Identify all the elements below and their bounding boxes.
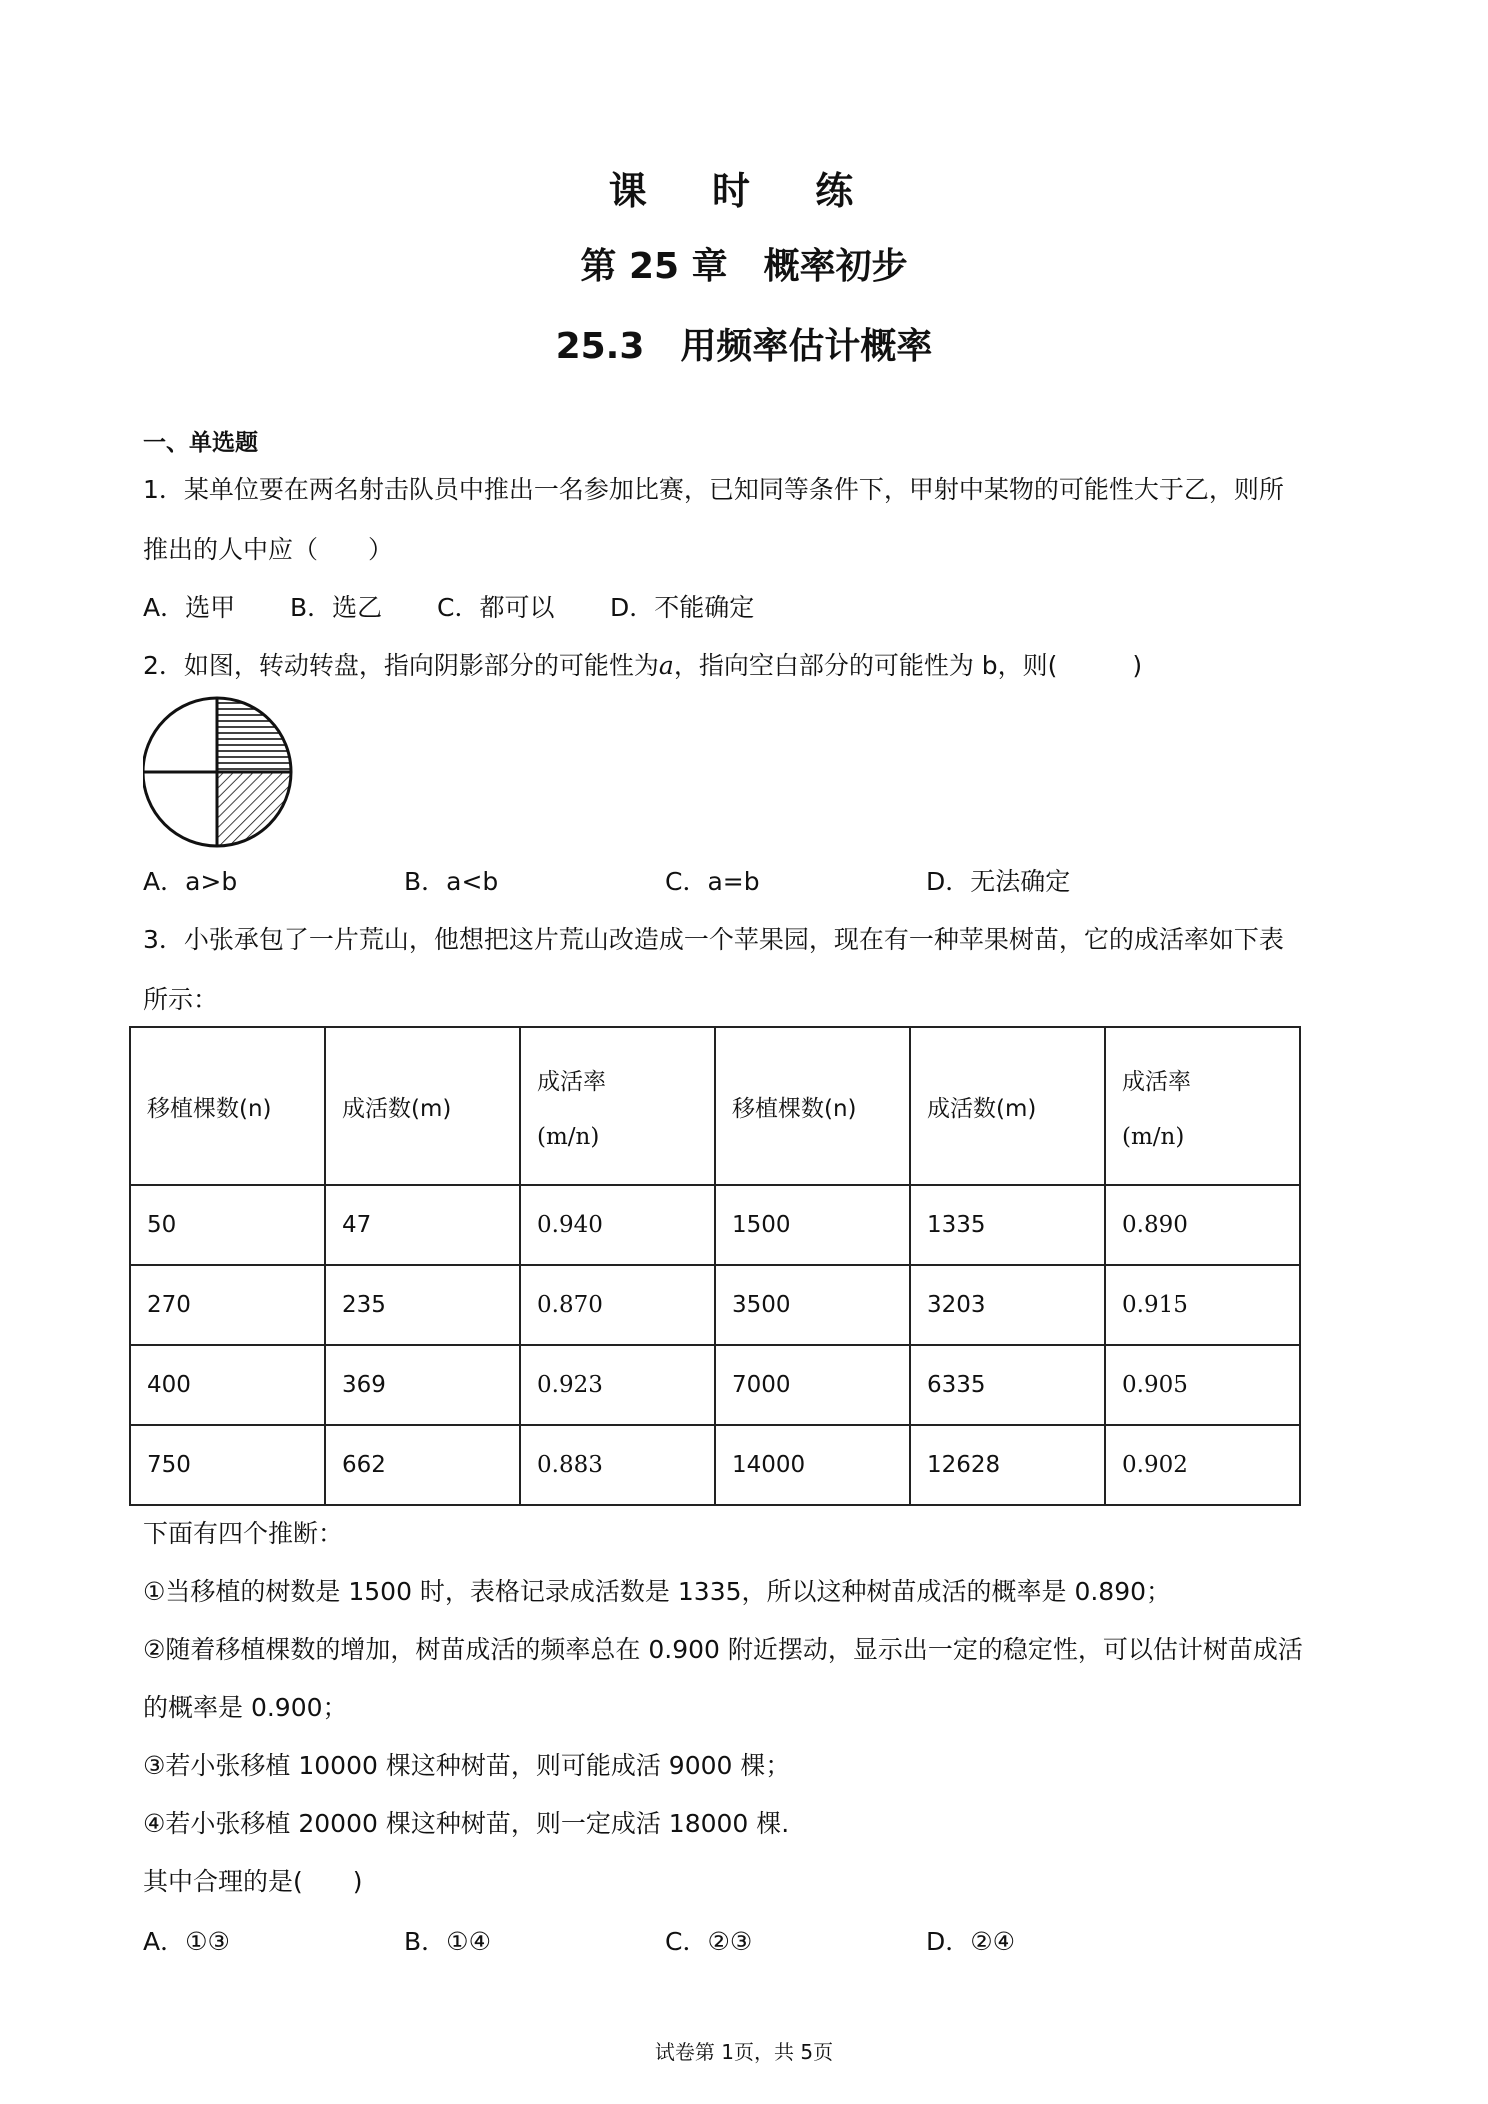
- q3-line1: 3．小张承包了一片荒山，他想把这片荒山改造成一个苹果园，现在有一种苹果树苗，它的成活率如下表: [143, 925, 1284, 954]
- q2-option-a: A．a>b: [143, 867, 238, 896]
- table-cell: 12628: [910, 1425, 1105, 1505]
- table-row: [130, 1345, 1300, 1425]
- table-cell: 662: [325, 1425, 520, 1505]
- q3-line2: 所示：: [143, 985, 219, 1014]
- table-cell: 0.883: [520, 1425, 715, 1505]
- table-cell: 47: [325, 1185, 520, 1265]
- table-header-cell: 成活率 (m/n): [520, 1027, 715, 1185]
- q2-option-d: D．无法确定: [926, 867, 1071, 896]
- table-cell: 6335: [910, 1345, 1105, 1425]
- q2-text: 2．如图，转动转盘，指向阴影部分的可能性为: [143, 651, 659, 680]
- table-cell: 50: [130, 1185, 325, 1265]
- page-footer: 试卷第 1页，共 5页: [654, 2040, 834, 2064]
- table-header-cell: 成活数(m): [910, 1027, 1105, 1185]
- table-header-cell: 成活率 (m/n): [1105, 1027, 1300, 1185]
- q3-option-c: C．②③: [665, 1927, 753, 1956]
- q3-statement-3: ③若小张移植 10000 棵这种树苗，则可能成活 9000 棵；: [143, 1751, 791, 1780]
- table-cell: 0.902: [1105, 1425, 1300, 1505]
- q1-line2: 推出的人中应（ ）: [143, 535, 394, 564]
- table-cell: 1500: [715, 1185, 910, 1265]
- table-header-cell: 移植棵数(n): [130, 1027, 325, 1185]
- table-cell: 0.940: [520, 1185, 715, 1265]
- table-cell: 270: [130, 1265, 325, 1345]
- q2-text-rest: ，指向空白部分的可能性为 b，则( ): [673, 651, 1143, 680]
- survival-rate-table: [129, 1026, 1301, 1506]
- table-cell: 14000: [715, 1425, 910, 1505]
- section-title: 25.3 用频率估计概率: [555, 326, 933, 367]
- q3-option-a: A．①③: [143, 1927, 230, 1956]
- table-cell: 369: [325, 1345, 520, 1425]
- table-cell: 0.905: [1105, 1345, 1300, 1425]
- spinner-diagram: [143, 694, 303, 850]
- chapter-title: 第 25 章 概率初步: [580, 246, 908, 287]
- q1-option-d: D．不能确定: [610, 593, 755, 622]
- table-header-row: [130, 1027, 1300, 1185]
- q2-var-a: a: [658, 651, 674, 680]
- q1-option-c: C．都可以: [437, 593, 555, 622]
- table-cell: 235: [325, 1265, 520, 1345]
- table-row: [130, 1425, 1300, 1505]
- q3-option-d: D．②④: [926, 1927, 1016, 1956]
- q3-intro: 下面有四个推断：: [143, 1519, 344, 1548]
- table-header-cell: 成活数(m): [325, 1027, 520, 1185]
- table-cell: 1335: [910, 1185, 1105, 1265]
- q3-statement-2a: ②随着移植棵数的增加，树苗成活的频率总在 0.900 附近摆动，显示出一定的稳定性，可以估计树苗成活: [143, 1635, 1303, 1664]
- section-heading: 一、单选题: [143, 430, 258, 456]
- table-cell: 3500: [715, 1265, 910, 1345]
- table-cell: 3203: [910, 1265, 1105, 1345]
- q1-option-a: A．选甲: [143, 593, 236, 622]
- table-cell: 0.890: [1105, 1185, 1300, 1265]
- table-row: [130, 1265, 1300, 1345]
- q3-statement-4: ④若小张移植 20000 棵这种树苗，则一定成活 18000 棵.: [143, 1809, 790, 1838]
- q2-option-b: B．a<b: [404, 867, 499, 896]
- table-cell: 0.923: [520, 1345, 715, 1425]
- q3-question: 其中合理的是( ): [143, 1867, 363, 1896]
- q2-option-c: C．a=b: [665, 867, 760, 896]
- table-row: [130, 1185, 1300, 1265]
- q2-line1: [143, 646, 1142, 682]
- table-cell: 750: [130, 1425, 325, 1505]
- q1-option-b: B．选乙: [290, 593, 383, 622]
- table-cell: 0.915: [1105, 1265, 1300, 1345]
- q3-statement-2b: 的概率是 0.900；: [143, 1693, 348, 1722]
- page-title: 课 时 练: [608, 169, 880, 213]
- table-cell: 0.870: [520, 1265, 715, 1345]
- table-cell: 400: [130, 1345, 325, 1425]
- q3-statement-1: ①当移植的树数是 1500 时，表格记录成活数是 1335，所以这种树苗成活的概率是 0.890；: [143, 1577, 1172, 1606]
- q1-line1: 1．某单位要在两名射击队员中推出一名参加比赛，已知同等条件下，甲射中某物的可能性大于乙，则所: [143, 475, 1284, 504]
- q3-option-b: B．①④: [404, 1927, 491, 1956]
- table-header-cell: 移植棵数(n): [715, 1027, 910, 1185]
- table-cell: 7000: [715, 1345, 910, 1425]
